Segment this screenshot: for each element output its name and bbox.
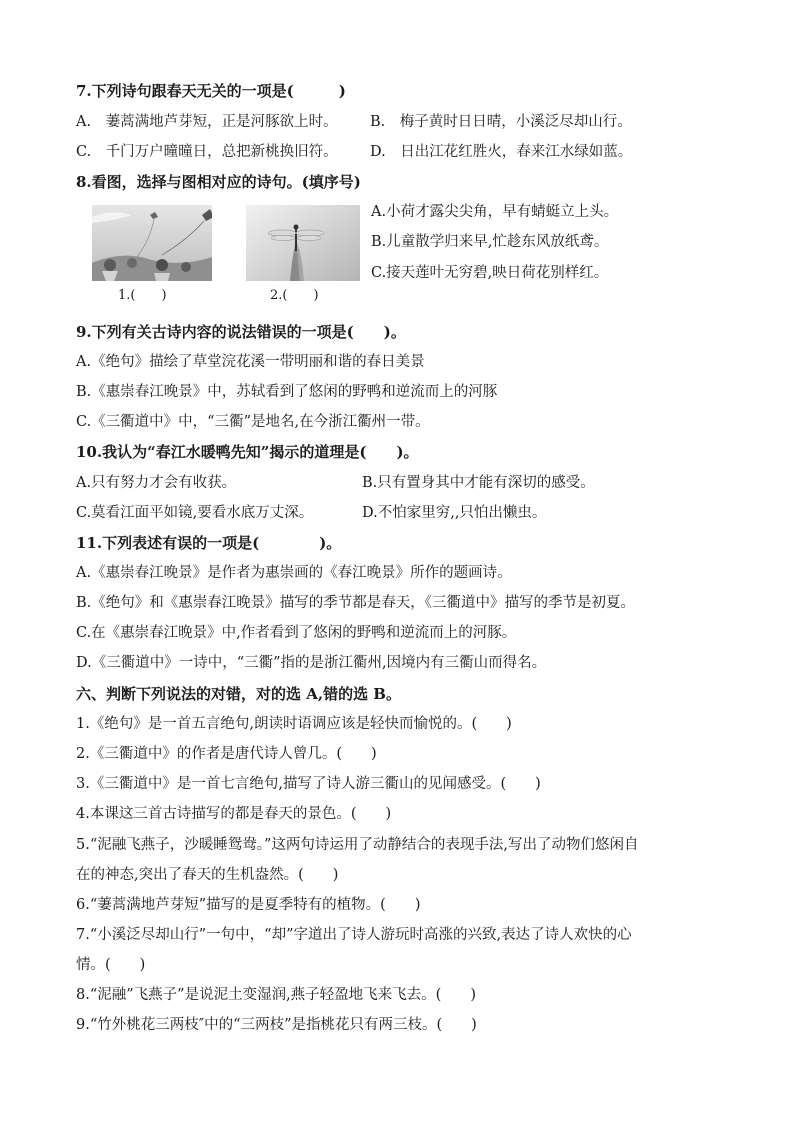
q9-stem: 9.下列有关古诗内容的说法错误的一项是( )。 bbox=[76, 323, 406, 341]
q8-option-b: B.儿童散学归来早,忙趁东风放纸鸢。 bbox=[371, 234, 609, 250]
q10-stem: 10.我认为“春江水暖鸭先知”揭示的道理是( )。 bbox=[76, 443, 419, 461]
kite-scene-illustration bbox=[92, 205, 212, 281]
q7-stem: 7.下列诗句跟春天无关的一项是( ) bbox=[76, 82, 346, 100]
judge-item: 6.“萋蒿满地芦芽短”描写的是夏季特有的植物。( ) bbox=[76, 897, 421, 913]
kite-children-image bbox=[92, 205, 212, 281]
q11-option-a: A.《惠崇春江晚景》是作者为惠崇画的《春江晚景》所作的题画诗。 bbox=[76, 565, 512, 581]
q10-option-d: D.不怕家里穷,,只怕出懒虫。 bbox=[362, 505, 547, 521]
judge-item: 7.“小溪泛尽却山行”一句中，“却”字道出了诗人游玩时高涨的兴致,表达了诗人欢快的心 bbox=[76, 927, 632, 943]
q11-option-c: C.在《惠崇春江晚景》中,作者看到了悠闲的野鸭和逆流而上的河豚。 bbox=[76, 625, 517, 641]
q9-option-a: A.《绝句》描绘了草堂浣花溪一带明丽和谐的春日美景 bbox=[76, 354, 425, 370]
dragonfly-image bbox=[246, 205, 360, 281]
judge-item: 2.《三衢道中》的作者是唐代诗人曾几。( ) bbox=[76, 746, 377, 762]
q8-option-c: C.接天莲叶无穷碧,映日荷花别样红。 bbox=[371, 265, 609, 281]
q10-option-c: C.莫看江面平如镜,要看水底万丈深。 bbox=[76, 505, 314, 521]
section-6-title: 六、判断下列说法的对错，对的选 A,错的选 B。 bbox=[76, 685, 401, 703]
q7-option-a: A. 萋蒿满地芦芽短，正是河豚欲上时。 bbox=[76, 114, 338, 130]
judge-item-continued: 在的神态,突出了春天的生机盎然。( ) bbox=[76, 867, 339, 883]
judge-item: 5.“泥融飞燕子，沙暖睡鸳鸯。”这两句诗运用了动静结合的表现手法,写出了动物们悠闲自 bbox=[76, 837, 639, 853]
q9-option-b: B.《惠崇春江晚景》中，苏轼看到了悠闲的野鸭和逆流而上的河豚 bbox=[76, 384, 498, 400]
q10-option-a: A.只有努力才会有收获。 bbox=[76, 475, 237, 491]
q7-option-c: C. 千门万户曈曈日，总把新桃换旧符。 bbox=[76, 144, 338, 160]
q11-option-d: D.《三衢道中》一诗中，“三衢”指的是浙江衢州,因境内有三衢山而得名。 bbox=[76, 655, 547, 671]
judge-item: 8.“泥融”飞燕子”是说泥土变湿润,燕子轻盈地飞来飞去。( ) bbox=[76, 987, 476, 1003]
dragonfly-illustration bbox=[246, 205, 360, 281]
judge-item: 4.本课这三首古诗描写的都是春天的景色。( ) bbox=[76, 806, 392, 822]
q8-option-a: A.小荷才露尖尖角，早有蜻蜓立上头。 bbox=[371, 204, 619, 220]
judge-item: 9.“竹外桃花三两枝″中的“三两枝”是指桃花只有两三枝。( ) bbox=[76, 1017, 477, 1033]
q11-option-b: B.《绝句》和《惠崇春江晚景》描写的季节都是春天，《三衢道中》描写的季节是初夏。 bbox=[76, 595, 636, 611]
q9-option-c: C.《三衢道中》中，“三衢”是地名,在今浙江衢州一带。 bbox=[76, 414, 430, 430]
q7-option-d: D. 日出江花红胜火，春来江水绿如蓝。 bbox=[370, 144, 633, 160]
q8-stem: 8.看图，选择与图相对应的诗句。(填序号) bbox=[76, 173, 361, 191]
image-2-caption: 2.( ) bbox=[270, 288, 319, 303]
image-1-caption: 1.( ) bbox=[118, 288, 167, 303]
q10-option-b: B.只有置身其中才能有深切的感受。 bbox=[362, 475, 595, 491]
judge-item: 1.《绝句》是一首五言绝句,朗读时语调应该是轻快而愉悦的。( ) bbox=[76, 716, 512, 732]
judge-item-continued: 情。( ) bbox=[76, 957, 146, 973]
q7-option-b: B. 梅子黄时日日晴，小溪泛尽却山行。 bbox=[370, 114, 632, 130]
q11-stem: 11.下列表述有误的一项是( )。 bbox=[76, 534, 342, 552]
judge-item: 3.《三衢道中》是一首七言绝句,描写了诗人游三衢山的见闻感受。( ) bbox=[76, 776, 541, 792]
